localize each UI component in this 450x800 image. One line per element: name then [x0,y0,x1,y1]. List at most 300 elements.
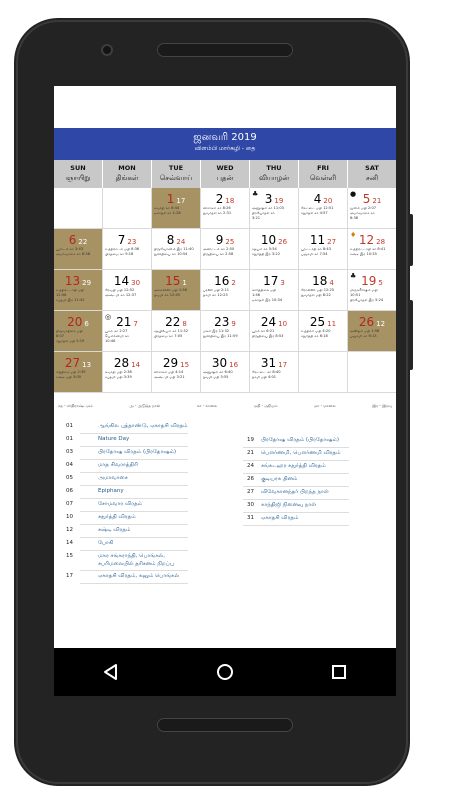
tamil-date: 29 [82,279,92,287]
day-number [154,190,198,206]
month-title: ஜனவரி 2019 [193,132,257,143]
gregorian-date: 2 [215,192,224,206]
event-item[interactable] [66,571,188,584]
day-info-line: திருவாதிரை மதி [56,329,83,333]
day-number [154,354,198,370]
event-item[interactable] [243,487,349,500]
day-number [105,272,149,288]
day-marker-icon: ◎ [105,313,112,321]
tamil-date: 27 [327,238,337,246]
event-item[interactable] [66,486,188,499]
event-date: 05 [66,475,73,481]
tamil-date: 26 [278,238,288,246]
day-info-line: திருவோணம் இர 11:40 [154,247,194,251]
week-row [54,229,396,270]
event-date: 14 [66,540,73,546]
tamil-date: 9 [231,320,236,328]
weekday-header [54,160,103,188]
day-info-line: ஏகாதசி கா 1:28 [154,211,181,215]
tamil-date: 13 [82,361,92,369]
day-info-line: அஷ்டமி கா 12:37 [105,293,137,297]
day-marker-icon: ♣ [252,190,259,198]
day-info-line: ரோகிணி மதி 12:25 [301,288,335,292]
legend-item: அ - அடுத்த நாள் [129,403,161,408]
day-info-line: ரேவதி மதி 12:52 [105,288,135,292]
day-number [56,313,100,329]
day-info-line: 12:56 [56,293,67,297]
day-info-line: சஷ்டி மதி 3:00 [56,375,82,379]
day-number [56,231,100,247]
event-item[interactable] [66,538,188,551]
day-number [203,272,247,288]
weekday-ta: புதன் [216,174,234,182]
event-date: 30 [246,502,254,508]
event-item[interactable] [66,434,188,447]
event-item[interactable] [66,551,188,571]
day-info-line: பிரதமை கா 9:18 [105,252,134,256]
event-date: 01 [66,436,73,442]
front-camera [101,44,113,56]
bottom-speaker [157,718,293,732]
day-info-line: சதுர்தசி மதி 2:19 [56,339,85,343]
day-cell[interactable] [103,311,152,352]
day-info-line: நவமி கா 12:45 [154,293,181,297]
day-number [252,190,296,206]
weekday-ta: வியாழன் [258,174,290,182]
event-item[interactable] [66,512,188,525]
tamil-date: 24 [176,238,186,246]
day-info-line: சுவாதி மதி 2:36 [105,370,132,374]
day-cell[interactable] [348,229,396,270]
day-cell[interactable] [250,270,299,311]
day-cell[interactable] [152,229,201,270]
day-number [252,313,296,329]
event-date: 21 [246,450,254,456]
day-marker-icon: ♦ [350,231,357,239]
day-info-line: பஞ்சமி கா 7:54 [301,252,328,256]
gregorian-date: 24 [260,315,277,329]
day-number [350,272,394,288]
gregorian-date: 18 [312,274,328,288]
event-item[interactable] [243,461,349,474]
event-name: போகி [98,540,114,546]
event-name: Epiphany [98,488,124,494]
day-info-line: 10:51 [350,293,361,297]
power-button[interactable] [408,214,413,266]
tamil-date: 12 [376,320,386,328]
day-info-line: பூரட்டாதி கா 8:43 [301,247,331,251]
day-cell[interactable] [299,270,348,311]
day-number [350,190,394,206]
tamil-date: 21 [372,197,382,205]
day-cell[interactable] [54,270,103,311]
day-info-line: பூராடம் கா 3:43 [56,247,84,251]
tamil-date: 3 [280,279,285,287]
tamil-date: 30 [131,279,141,287]
event-date: 01 [66,423,73,429]
day-cell[interactable] [103,270,152,311]
day-number [252,354,296,370]
event-date: 24 [246,463,254,469]
weekday-en: THU [266,164,282,172]
event-name: விவேகானந்தர் பிறந்த நாள் [260,489,329,495]
weekday-header-row [54,160,396,188]
weekday-en: SUN [70,164,86,172]
gregorian-date: 17 [263,274,279,288]
week-row [54,188,396,229]
tamil-date: 23 [127,238,137,246]
day-marker-icon: ♣ [350,272,357,280]
back-triangle-icon [102,663,120,681]
gregorian-date: 16 [214,274,230,288]
day-number [301,190,345,206]
day-info-line: தசமி கா 12:23 [203,293,228,297]
screen [54,86,396,696]
day-info-line: 3:21 [252,216,261,220]
day-cell[interactable] [201,270,250,311]
tamil-date: 22 [78,238,88,246]
gregorian-date: 30 [211,356,228,370]
day-info-line: திரயோதசி இர 5:24 [350,298,384,302]
tamil-date: 1 [182,279,187,287]
day-info-line: துவிதியை இர 11:59 [203,334,238,338]
event-name: சோமவார விரதம் [98,501,143,507]
status-bar [54,86,396,128]
event-item[interactable] [66,473,188,486]
day-info-line: துவிதியை கா 10:54 [154,252,188,256]
empty-day-cell [103,188,152,229]
day-info-line: பூசம் கா 2:27 [105,329,128,333]
event-item[interactable] [243,435,349,448]
day-info-line: அஸ்தம் மதி 1:58 [350,329,380,333]
day-info-line: அவிட்டம் கா 2:50 [203,247,235,251]
day-number [203,354,247,370]
day-info-line: உத்திரம் மதி 4:20 [301,329,331,333]
gregorian-date: 31 [260,356,277,370]
day-number [252,231,296,247]
tamil-date: 8 [182,320,187,328]
events-list [54,417,396,584]
weekday-en: MON [118,164,136,172]
day-info-line: உத்திரட்டாதி மதி [56,288,84,292]
event-item[interactable] [66,447,188,460]
gregorian-date: 15 [165,274,181,288]
day-info-line: சப்தமி இர 11:42 [56,298,85,302]
day-cell[interactable] [250,188,299,229]
day-info-line: சப்தமி மதி 3:39 [105,375,132,379]
day-cell[interactable] [299,188,348,229]
day-number [154,313,198,329]
day-number [203,231,247,247]
day-info-line: சஷ்டி இர 10:35 [350,252,377,256]
event-date: 31 [246,515,254,521]
event-date: 04 [66,462,73,468]
gregorian-date: 5 [362,192,371,206]
day-info-line: அமாவாசை கா [350,211,375,215]
weekday-ta: வெள்ளி [309,174,337,182]
event-item[interactable] [243,474,349,487]
day-cell[interactable] [348,188,396,229]
gregorian-date: 9 [215,233,224,247]
gregorian-date: 10 [260,233,277,247]
gregorian-date: 7 [117,233,126,247]
weekday-ta: திங்கள் [115,174,139,182]
day-cell[interactable] [348,311,396,352]
gregorian-date: 23 [214,315,230,329]
gregorian-date: 6 [68,233,77,247]
day-info-line: உத்திராடம் மதி 8:36 [105,247,140,251]
tamil-date: 4 [329,279,334,287]
day-cell[interactable] [250,352,299,393]
event-name: பிரதோஷ விரதம் (பிரதோஷம்) [260,437,340,443]
day-cell[interactable] [152,311,201,352]
home-circle-icon [216,663,234,681]
event-date: 03 [66,449,73,455]
gregorian-date: 12 [358,233,375,247]
gregorian-date: 13 [64,274,81,288]
tamil-date: 16 [229,361,239,369]
event-name: சஷ்டி விரதம் [98,527,131,533]
day-info-line: சுவாதி கா 6:44 [154,206,180,210]
event-name: மகர சங்கராந்தி, பொங்கல், சபரிமலையில் தரிசனம் நிறப்பு [98,553,174,567]
day-number [154,272,198,288]
day-info-line: திருதியை இர 8:53 [252,334,284,338]
earpiece-speaker [157,43,293,57]
weekday-en: SAT [365,164,379,172]
day-cell[interactable] [299,311,348,352]
gregorian-date: 3 [264,192,273,206]
legend-item: மா - மாலை [314,403,336,408]
day-info-line: திருதியை கா 2:58 [203,252,234,256]
gregorian-date: 1 [166,192,175,206]
day-info-line: சதயம் கா 5:54 [252,247,277,251]
gregorian-date: 22 [165,315,181,329]
android-nav-bar [54,648,396,696]
gregorian-date: 25 [309,315,326,329]
tamil-date: 2 [231,279,236,287]
event-date: 17 [66,573,73,579]
event-item[interactable] [66,460,188,473]
event-name: ஆங்கில புத்தாண்டு, ஏகாதசி விரதம் [98,423,188,429]
day-number [105,354,149,370]
day-info-line: பரணி மதி 2:11 [203,288,230,292]
gregorian-date: 19 [361,274,377,288]
event-name: பிரதோஷ விரதம் (பிரதோஷம்) [98,449,177,455]
event-name: குடியரசு தினம் [260,476,298,482]
legend-item: சத - சர்திராஷ்டமம் [58,403,93,408]
weekday-ta: சனி [365,174,379,182]
day-info-line: விசாகம் கா 8:26 [203,206,231,210]
day-cell[interactable] [299,229,348,270]
tamil-date: 10 [278,320,288,328]
event-date: 10 [66,514,73,520]
day-cell[interactable] [54,352,103,393]
day-number [203,190,247,206]
event-date: 12 [66,527,73,533]
weekday-header [103,160,152,188]
event-name: Nature Day [98,436,130,442]
day-cell[interactable] [250,229,299,270]
day-info-line: 10:46 [105,339,116,343]
weekday-en: FRI [317,164,329,172]
day-number [350,231,394,247]
day-info-line: சதுர்த்தி இர 3:22 [252,252,280,256]
day-number [350,313,394,329]
event-name: மாத சிவராத்திரி [98,462,138,468]
event-date: 19 [246,437,254,443]
day-info-line: கார்த்திகை மதி [252,288,277,292]
events-column-right [227,435,396,584]
event-item[interactable] [66,421,188,434]
calendar-grid [54,188,396,393]
day-info-line: 6:38 [350,216,359,220]
tamil-date: 17 [278,361,288,369]
day-info-line: துவாதசி மதி 8:22 [301,293,331,297]
tamil-date: 5 [378,279,383,287]
day-cell[interactable] [54,311,103,352]
event-item[interactable] [66,525,188,538]
day-info-line: அனுஷம் கா 6:40 [203,370,233,374]
day-cell[interactable] [250,311,299,352]
event-date: 06 [66,488,73,494]
day-info-line: ஏகாதசி இர 10:34 [252,298,283,302]
day-cell[interactable] [201,188,250,229]
day-info-line: பிரதமை கா 7:05 [154,334,183,338]
weekday-en: WED [216,164,234,172]
weekday-en: TUE [168,164,184,172]
gregorian-date: 21 [116,315,132,329]
day-cell[interactable] [201,229,250,270]
day-number [105,313,149,329]
recents-button[interactable] [319,652,359,692]
day-number [105,231,149,247]
day-info-line: 1:46 [252,293,261,297]
gregorian-date: 8 [166,233,175,247]
gregorian-date: 14 [113,274,130,288]
day-cell[interactable] [103,229,152,270]
event-name: அமாவாசை [98,475,128,481]
weekday-header [250,160,299,188]
gregorian-date: 11 [309,233,326,247]
tamil-date: 28 [376,238,386,246]
event-item[interactable] [243,448,349,461]
gregorian-date: 4 [313,192,322,206]
day-info-line: உத்திரட்டாதி கா 8:41 [350,247,386,251]
home-button[interactable] [205,652,245,692]
day-info-line: நவமி மதி 3:55 [203,375,229,379]
event-name: சங்கடஹர சதுர்த்தி விரதம் [260,463,326,469]
weekday-ta: ஞாயிறு [65,174,91,182]
day-cell[interactable] [152,352,201,393]
empty-day-cell [299,352,348,393]
weekday-header [201,160,250,188]
event-date: 15 [66,553,73,559]
week-row [54,270,396,311]
tamil-date: 6 [84,320,89,328]
event-name: ஏகாதசி விரதம், கனும் பொங்கல் [98,573,180,579]
day-info-line: சித்திரை மதி 2:39 [56,370,86,374]
weekday-header [152,160,201,188]
event-name: பௌர்ணமி, பௌர்ணமி விரதம் [260,450,341,456]
day-cell[interactable] [348,270,396,311]
back-button[interactable] [91,652,131,692]
day-info-line: மிருகசீரிஷம் மதி [350,288,378,292]
legend-item: மதி - மதியம் [253,403,278,408]
empty-day-cell [54,188,103,229]
tamil-date: 25 [225,238,235,246]
day-cell[interactable] [54,229,103,270]
tamil-date: 17 [176,197,186,205]
tamil-date: 18 [225,197,235,205]
day-info-line: பஞ்சமி கா 6:13 [350,334,377,338]
gregorian-date: 26 [358,315,375,329]
day-cell[interactable] [201,311,250,352]
volume-button[interactable] [408,300,413,370]
tamil-date: 15 [180,361,190,369]
events-column-left [58,421,227,584]
day-info-line: சதுர்தசி கா 4:57 [301,211,328,215]
tamil-date: 11 [327,320,337,328]
empty-day-cell [348,352,396,393]
month-header [54,128,396,160]
day-number [301,272,345,288]
day-cell[interactable] [152,188,201,229]
tamil-date: 19 [274,197,284,205]
gregorian-date: 29 [162,356,179,370]
day-info-line: மகம் இர 11:32 [203,329,230,333]
day-number [154,231,198,247]
gregorian-date: 28 [113,356,130,370]
day-info-line: 8:07 [56,334,65,338]
day-info-line: மூலம் மதி 2:07 [350,206,377,210]
day-number [301,313,345,329]
event-date: 07 [66,501,73,507]
day-info-line: அனுஷம் கா 11:03 [252,206,284,210]
gregorian-date: 27 [64,356,81,370]
day-number [56,354,100,370]
weekday-header [299,160,348,188]
day-number [203,313,247,329]
day-info-line: கேட்டை கா 8:40 [252,370,281,374]
legend-item: கா - காலை [196,403,218,408]
day-info-line: விசாகம் மதி 4:14 [154,370,184,374]
event-name: ஏகாதசி விரதம் [260,515,299,521]
day-info-line: தசமி மதி 4:01 [252,375,277,379]
day-info-line: துவாதசி கா 2:31 [203,211,232,215]
event-item[interactable] [243,500,349,513]
legend-item: இர - இரவு [372,403,392,408]
week-row [54,352,396,393]
tamil-date: 14 [131,361,141,369]
day-marker-icon: ● [350,190,357,198]
day-cell[interactable] [201,352,250,393]
day-cell[interactable] [103,352,152,393]
recents-square-icon [330,663,348,681]
day-cell[interactable] [152,270,201,311]
day-number [56,272,100,288]
weekday-ta: செவ்வாய் [159,174,193,182]
event-item[interactable] [66,499,188,512]
abbreviation-legend [54,393,396,417]
day-info-line: சதுர்த்தி கா 6:18 [301,334,328,338]
day-info-line: கேட்டை மதி 12:51 [301,206,334,210]
weekday-header [348,160,396,188]
event-date: 27 [246,489,254,495]
tamil-date: 20 [323,197,333,205]
day-info-line: பூரம் கா 6:21 [252,329,275,333]
event-name: சதுர்த்தி விரதம் [98,514,136,520]
event-item[interactable] [243,513,349,526]
